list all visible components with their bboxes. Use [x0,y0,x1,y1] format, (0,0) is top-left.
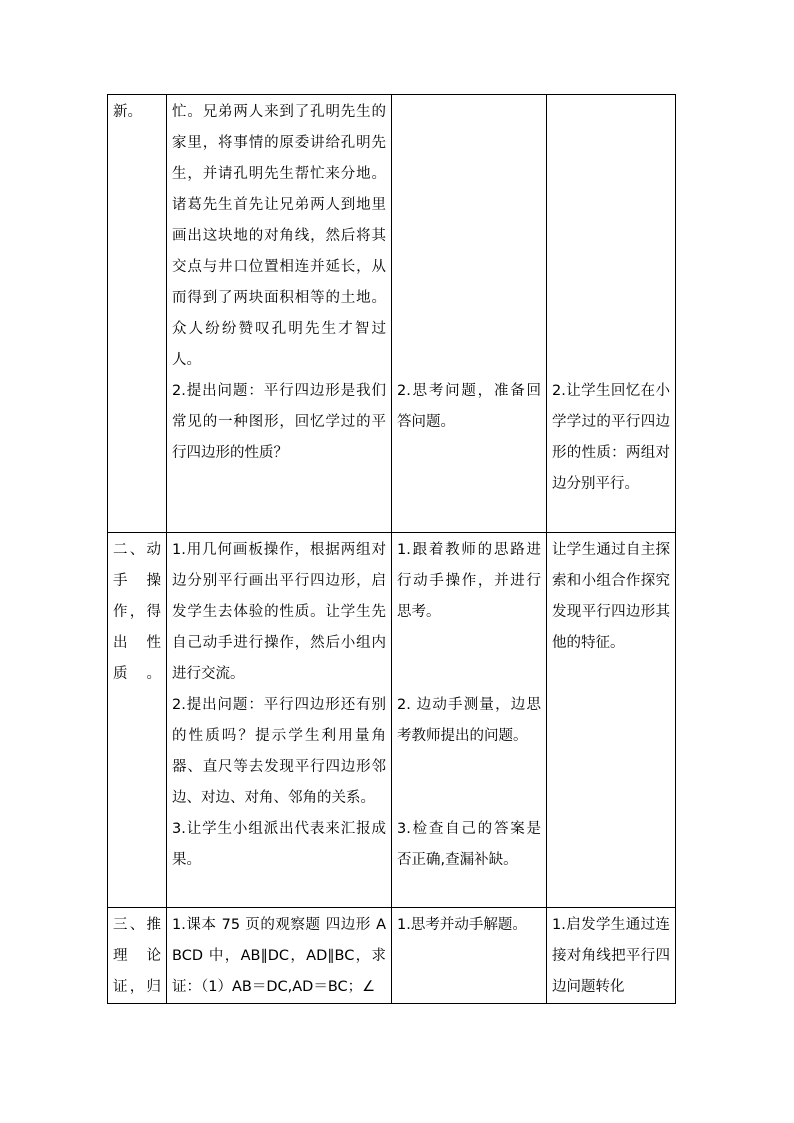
teacher-paragraph: 忙。兄弟两人来到了孔明先生的家里，将事情的原委讲给孔明先生，并请孔明先生帮忙来分地。诸葛先生首先让兄弟两人到地里画出这块地的对角线，然后将其交点与井口位置相连并延长，从而得到了两块面积相等的土地。众人纷纷赞叹孔明先生才智过人。 [172,104,386,368]
teacher-paragraph: 2.提出问题：平行四边形还有别的性质吗？提示学生利用量角器、直尺等去发现平行四边形邻边、对边、对角、邻角的关系。 [172,697,386,806]
student-activity-cell [392,908,547,1004]
teacher-paragraph: 3.让学生小组派出代表来汇报成果。 [172,821,386,868]
teacher-paragraph: 2.提出问题：平行四边形是我们常见的一种图形，回忆学过的平行四边形的性质？ [172,383,386,461]
teacher-activity-cell [167,533,392,908]
table-row [108,908,676,1004]
student-paragraph: 3.检查自己的答案是否正确,查漏补缺。 [397,821,541,868]
student-activity-cell [392,95,547,533]
stage-cell [108,95,167,533]
intent-paragraph: 让学生通过自主探索和小组合作探究发现平行四边形其他的特征。 [552,542,670,651]
intent-paragraph: 1.启发学生通过连接对角线把平行四边问题转化 [552,917,670,995]
design-intent-cell [547,533,676,908]
student-paragraph: 1.思考并动手解题。 [397,917,527,933]
stage-cell [108,533,167,908]
stage-text: 新。 [113,104,142,120]
student-paragraph: 2. 边动手测量，边思考教师提出的问题。 [397,697,541,744]
teacher-activity-cell [167,95,392,533]
lesson-plan-table [107,94,676,1004]
teacher-paragraph: 1.课本 75 页的观察题 四边形 ABCD 中，AB∥DC，AD∥BC，求证：（1）AB＝DC,AD＝BC；∠ [172,917,386,995]
teacher-activity-cell [167,908,392,1004]
stage-cell [108,908,167,1004]
design-intent-cell [547,908,676,1004]
table-row [108,95,676,533]
student-paragraph: 2.思考问题，准备回答问题。 [397,383,541,430]
student-activity-cell [392,533,547,908]
student-paragraph: 1.跟着教师的思路进行动手操作，并进行思考。 [397,542,541,620]
stage-text: 三、推理论证，归 [113,917,161,995]
table-row [108,533,676,908]
intent-paragraph: 2.让学生回忆在小学学过的平行四边形的性质：两组对边分别平行。 [552,383,670,492]
teacher-paragraph: 1.用几何画板操作，根据两组对边分别平行画出平行四边形，启发学生去体验的性质。让学生先自己动手进行操作，然后小组内进行交流。 [172,542,386,682]
stage-text: 二、动手操作，得出性质。 [113,542,161,682]
design-intent-cell [547,95,676,533]
